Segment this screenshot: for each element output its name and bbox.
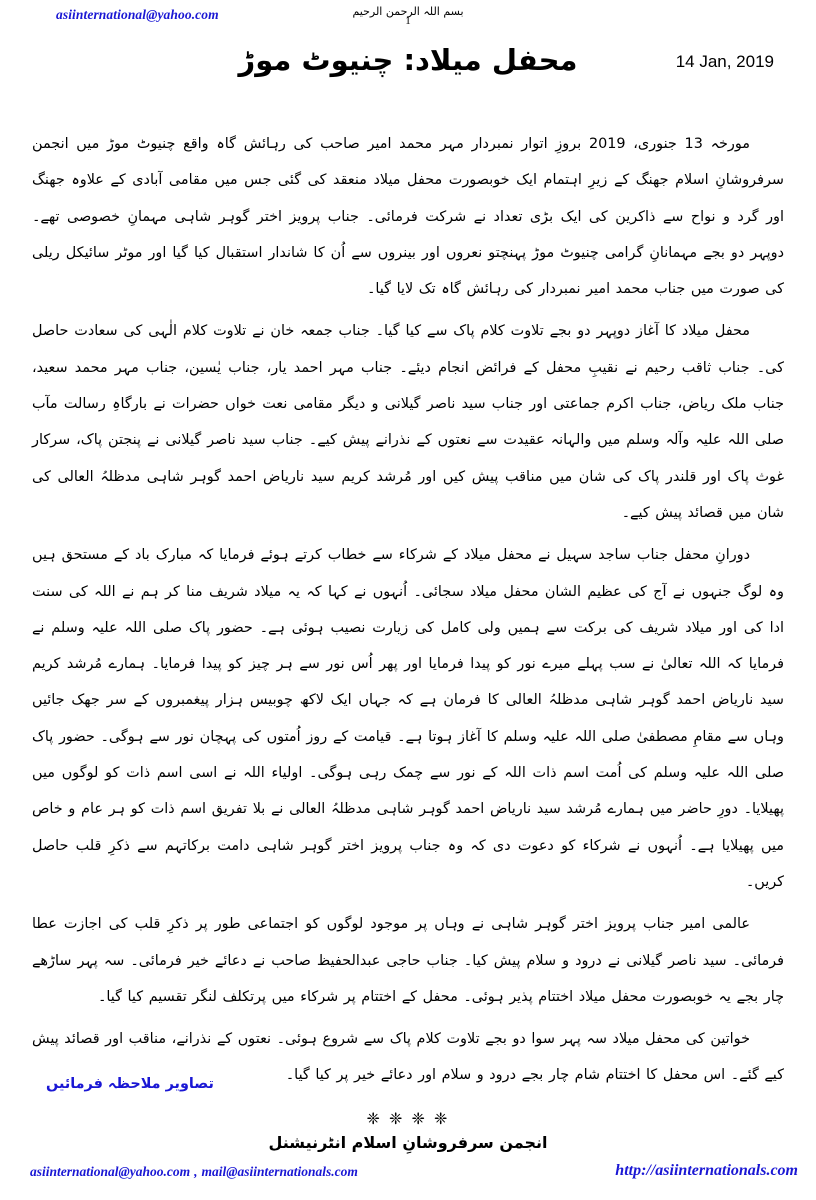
document-date: 14 Jan, 2019 [675,52,774,71]
email-separator: , [194,1164,198,1179]
page-header [26,6,790,40]
paragraph: مورخہ 13 جنوری، 2019 بروزِ اتوار نمبردار مہر محمد امیر صاحب کی رہائش گاہ واقع چنیوٹ موڑ میں انجمن سرفروشانِ اسلام جھنگ کے زیرِ اہتمام ایک خوبصورت محفل میلاد منعقد کی گئی جس میں مقامی آبادی کے علاوہ جھنگ اور گرد و نواح سے ذاکرین کی ایک بڑی تعداد نے شرکت فرمائی۔ جناب پرویز اختر گوہر شاہی مہمانِ خصوصی تھے۔ دوپہر دو بجے مہمانانِ گرامی چنیوٹ موڑ پہنچتو نعروں اور بینروں سے اُن کا شاندار استقبال کیا گیا اور موٹر سائیکل ریلی کی صورت میں جناب محمد امیر نمبردار کی رہائش گاہ تک لایا گیا۔ [32,136,784,298]
paragraph: محفل میلاد کا آغاز دوپہر دو بجے تلاوت کلام پاک سے کیا گیا۔ جناب جمعہ خان نے تلاوت کلام الٰہی کی سعادت حاصل کی۔ جناب ثاقب رحیم نے نقیبِ محفل کے فرائض انجام دیئے۔ جناب مہر احمد یار، جناب یٰسین، جناب مہر محمد سعید، جناب ملک ریاض، جناب اکرم جماعتی اور جناب سید ناصر گیلانی و دیگر مقامی نعت خواں حضرات نے بارگاہِ رسالت مآب صلی اللہ علیہ وآلہ وسلم میں والہانہ عقیدت سے نعتوں کے نذرانے پیش کیے۔ جناب سید ناصر گیلانی نے پنجتن پاک، سرکار غوث پاک اور قلندر پاک کی شان میں مناقب پیش کیں اور مُرشد کریم سید ناریاض احمد گوہر شاہی مدظلہُ العالی کی شان میں قصائد پیش کیے۔ [32,323,784,521]
bismillah-text: بسم اللہ الرحمن الرحیم [352,5,464,18]
bismillah-block [26,6,790,27]
organization-name: انجمن سرفروشانِ اسلام انٹرنیشنل [268,1133,548,1153]
paragraph: عالمی امیر جناب پرویز اختر گوہر شاہی نے وہاں پر موجود لوگوں کو اجتماعی طور پر ذکرِ قلب کی اجازت عطا فرمائی۔ سید ناصر گیلانی نے درود و سلام پیش کیا۔ جناب حاجی عبدالحفیظ صاحب نے دعائے خیر فرمائی۔ سہ پہر ساڑھے چار بجے یہ خوبصورت محفل میلاد اختتام پذیر ہوئی۔ محفل کے اختتام پر شرکاء میں پرتکلف لنگر تقسیم کیا گیا۔ [32,916,784,1005]
view-photos-link[interactable]: تصاویر ملاحظہ فرمائیں [46,1075,214,1092]
footer-emails [30,1164,358,1180]
paragraph: دورانِ محفل جناب ساجد سہیل نے محفل میلاد کے شرکاء سے خطاب کرتے ہوئے فرمایا کہ مبارک باد کے مستحق ہیں وہ لوگ جنہوں نے آج کی عظیم الشان محفل میلاد سجائی۔ اُنہوں نے کہا کہ یہ میلاد شریف منا کر ہم نے اللہ کی سنت ادا کی اور میلاد شریف کی برکت سے ہمیں ولی کامل کی زیارت نصیب ہوئی ہے۔ حضور پاک صلی اللہ علیہ وسلم نے فرمایا کہ اللہ تعالیٰ نے سب پہلے میرے نور کو پیدا فرمایا اور پھر اُس نور سے ہر چیز کو پیدا فرمایا۔ ہمارے مُرشد کریم سید ناریاض احمد گوہر شاہی مدظلہُ العالی کا فرمان ہے کہ جہاں ایک لاکھ چوبیس ہزار پیغمبروں کے سر جھک جائیں وہاں سے مقامِ مصطفیٰ صلی اللہ علیہ وسلم کا آغاز ہوتا ہے۔ قیامت کے روز اُمتوں کی پہچان نور سے ہوگی۔ حضور پاک صلی اللہ علیہ وسلم کی اُمت اسم ذات اللہ کے نور سے چمک رہی ہوگی۔ اولیاء اللہ نے اسی اسم ذات کو لوگوں میں پھیلایا۔ دورِ حاضر میں ہمارے مُرشد سید ناریاض احمد گوہر شاہی مدظلہُ العالی نے بلا تفریق اسم ذات کو ہر عام و خاص میں پھیلایا ہے۔ اُنہوں نے شرکاء کو دعوت دی کہ وہ جناب پرویز اختر گوہر شاہی دامت برکاتہم سے ذکرِ قلب حاصل کریں۔ [32,547,784,890]
footer-contact-row [0,1164,816,1186]
header-email-link[interactable]: asiinternational@yahoo.com [56,7,219,22]
page-title: محفل میلاد: چنیوٹ موڑ [238,43,578,77]
footer-email-secondary[interactable]: mail@asiinternationals.com [201,1164,358,1179]
paragraph: خواتین کی محفل میلاد سہ پہر سوا دو بجے تلاوت کلام پاک سے شروع ہوئی۔ نعتوں کے نذرانے، مناقب اور قصائد پیش کیے گئے۔ اس محفل کا اختتام شام چار بجے درود و سلام اور دعائے خیر پر کیا گیا۔ [32,1031,784,1084]
ornament-divider-icon: ❈ ❈ ❈ ❈ [366,1109,450,1129]
footer-email-primary[interactable]: asiinternational@yahoo.com [30,1164,191,1179]
page-footer [0,1111,816,1186]
page-number: 1 [405,15,411,28]
title-row [26,40,790,102]
final-paragraph-row [32,1021,784,1094]
article-body [26,126,790,1094]
footer-website-link[interactable]: http://asiinternationals.com [615,1162,798,1179]
